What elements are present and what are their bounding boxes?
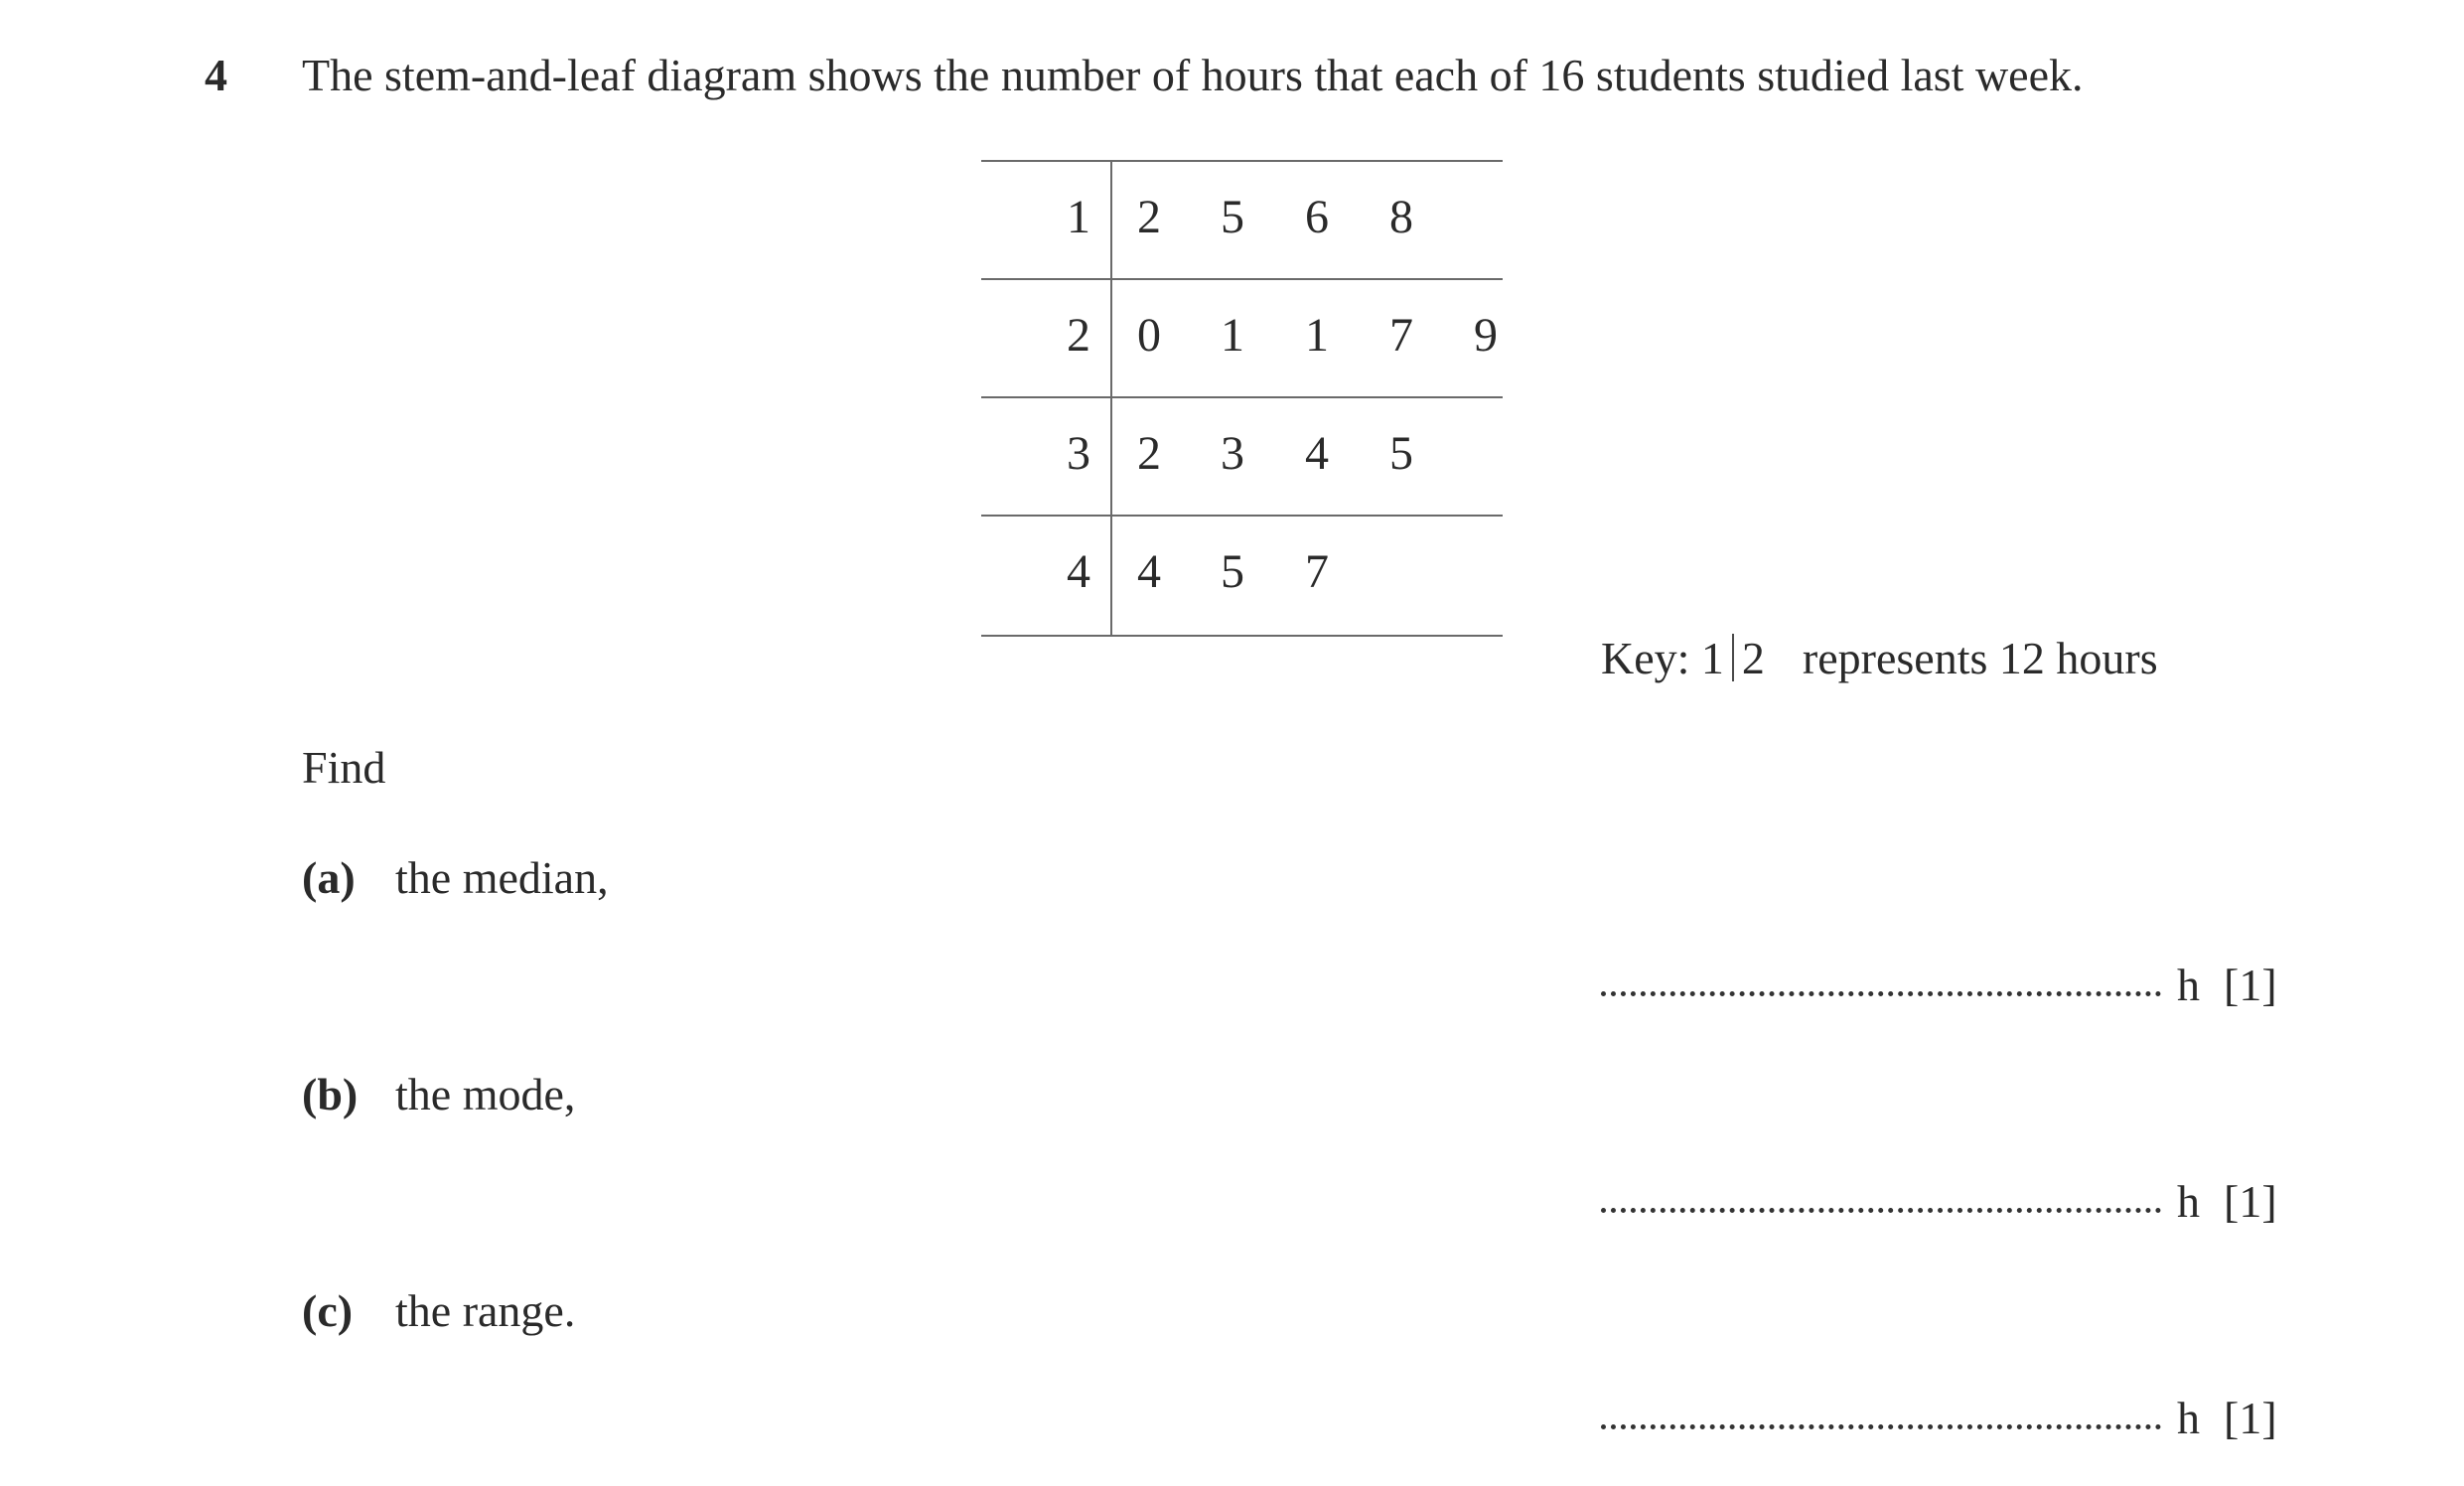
diagram-row: [981, 396, 1503, 515]
answer-line-b[interactable]: [1601, 1172, 2277, 1232]
part-a: [302, 848, 356, 908]
stem: 3: [1067, 427, 1090, 480]
leaf: 9: [1474, 309, 1498, 362]
answer-unit: h: [2177, 1393, 2200, 1443]
leaf: 4: [1137, 545, 1161, 598]
answer-unit: h: [2177, 960, 2200, 1010]
leaf: 5: [1221, 191, 1244, 243]
leaf: 5: [1221, 545, 1244, 598]
answer-dots[interactable]: [1601, 1395, 2161, 1429]
part-c-text: the range.: [395, 1285, 576, 1336]
part-b-text: the mode,: [395, 1069, 576, 1119]
leaf: 6: [1305, 191, 1329, 243]
diagram-row: [981, 515, 1503, 633]
leaf: 4: [1305, 427, 1329, 480]
leaf: 2: [1137, 191, 1161, 243]
leaf: 3: [1221, 427, 1244, 480]
key-leaf: 2: [1741, 633, 1765, 683]
diagram-row: [981, 160, 1503, 278]
leaf: 7: [1389, 309, 1413, 362]
answer-dots[interactable]: [1601, 962, 2161, 996]
leaf: 1: [1305, 309, 1329, 362]
stem: 1: [1067, 191, 1090, 243]
leaf: 8: [1389, 191, 1413, 243]
answer-dots[interactable]: [1601, 1178, 2161, 1213]
leaf: 0: [1137, 309, 1161, 362]
part-label: (c): [302, 1285, 354, 1336]
part-label: (a): [302, 852, 356, 903]
find-label: Find: [302, 742, 386, 793]
marks: [1]: [2224, 1393, 2277, 1443]
part-a-text: the median,: [395, 852, 609, 903]
stem-and-leaf-diagram: [981, 160, 1503, 637]
question-number: 4: [205, 50, 227, 100]
key-stem: 1: [1700, 633, 1724, 683]
diagram-rule-bottom: [981, 635, 1503, 637]
leaf: 1: [1221, 309, 1244, 362]
marks: [1]: [2224, 1176, 2277, 1227]
key-text: represents 12 hours: [1802, 633, 2158, 683]
marks: [1]: [2224, 960, 2277, 1010]
answer-line-a[interactable]: [1601, 956, 2277, 1015]
leaf: 5: [1389, 427, 1413, 480]
stem: 2: [1067, 309, 1090, 362]
key-prefix: Key:: [1601, 633, 1690, 683]
part-b: [302, 1065, 358, 1124]
question-intro: The stem-and-leaf diagram shows the number of hours that each of 16 students studied last week.: [302, 50, 2084, 100]
diagram-key: [1601, 629, 2158, 688]
leaf: 2: [1137, 427, 1161, 480]
stem: 4: [1067, 545, 1090, 598]
part-c: [302, 1281, 353, 1341]
part-label: (b): [302, 1069, 359, 1119]
answer-unit: h: [2177, 1176, 2200, 1227]
leaf: 7: [1305, 545, 1329, 598]
diagram-row: [981, 278, 1503, 396]
answer-line-c[interactable]: [1601, 1389, 2277, 1448]
